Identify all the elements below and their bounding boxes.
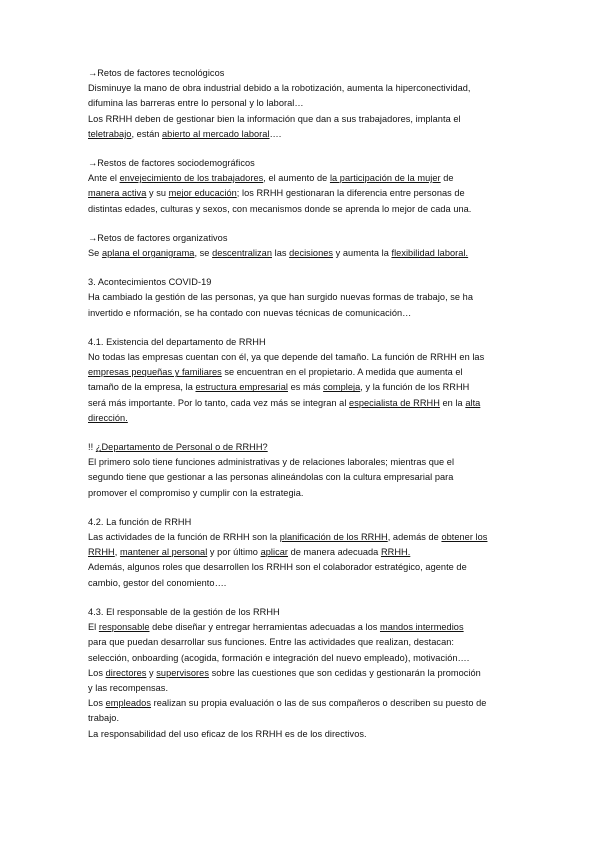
body-text-line <box>88 380 518 395</box>
body-text-line <box>88 365 518 380</box>
text-run: Las actividades de la función de RRHH son la <box>88 532 280 543</box>
body-text-line <box>88 350 518 365</box>
underlined-text: planificación de los RRHH <box>279 532 388 543</box>
underlined-text: aplana el organigrama <box>101 248 195 259</box>
underlined-text: directores <box>105 667 147 678</box>
text-run: Ha cambiado la gestión de las personas, ya que han surgido nuevas formas de trabajo, se ha <box>88 292 473 303</box>
underlined-text: manera activa <box>88 188 147 199</box>
text-run: Disminuye la mano de obra industrial debido a la robotización, aumenta la hiperconectividad, <box>88 83 471 94</box>
paragraph-gap <box>88 217 518 231</box>
body-text-line <box>88 171 518 186</box>
underlined-text: alta <box>465 397 481 408</box>
body-text-line <box>88 651 518 666</box>
body-text-line <box>88 727 518 742</box>
text-run: es más <box>287 382 324 393</box>
text-run: , además de <box>387 532 442 543</box>
section-0 <box>88 66 518 142</box>
paragraph-gap <box>88 426 518 440</box>
body-text-line <box>88 545 518 560</box>
underlined-text: mandos intermedios <box>379 622 464 633</box>
body-text-line <box>88 620 518 635</box>
body-text-line <box>88 306 518 321</box>
body-text-line <box>88 81 518 96</box>
section-heading-line <box>88 605 518 620</box>
body-text-line <box>88 411 518 426</box>
text-run: y aumenta la <box>333 248 392 259</box>
text-run: !! <box>88 442 96 453</box>
text-run: →Restos de factores sociodemográficos <box>88 158 255 169</box>
text-run: →Retos de factores tecnológicos <box>88 68 225 78</box>
paragraph-gap <box>88 142 518 156</box>
text-run: 4.3. El responsable de la gestión de los RRHH <box>88 606 280 617</box>
underlined-text: RRHH. <box>380 547 411 558</box>
text-run: cambio, gestor del conomiento…. <box>88 577 227 588</box>
body-text-line <box>88 112 518 127</box>
text-run: y por último <box>207 547 261 558</box>
text-run: …. <box>269 128 282 139</box>
body-text-line <box>88 576 518 591</box>
underlined-text: flexibilidad laboral. <box>391 248 469 259</box>
underlined-text: empresas pequeñas y familiares <box>88 367 222 378</box>
section-heading-line <box>88 156 518 171</box>
text-run: promover el compromiso y cumplir con la estrategia. <box>88 487 304 498</box>
section-3 <box>88 275 518 321</box>
text-run: se encuentran en el propietario. A medida que aumenta el <box>221 367 463 378</box>
underlined-text: teletrabajo <box>88 128 132 139</box>
text-run: invertido e nformación, se ha contado con nuevas técnicas de comunicación… <box>88 307 412 318</box>
text-run: tamaño de la empresa, la <box>88 382 196 393</box>
body-text-line <box>88 96 518 111</box>
underlined-text: envejecimiento de los trabajadores <box>119 173 264 184</box>
paragraph-gap <box>88 261 518 275</box>
text-run: , se <box>194 248 213 259</box>
text-run: La responsabilidad del uso eficaz de los RRHH es de los directivos. <box>88 728 367 739</box>
body-text-line <box>88 635 518 650</box>
text-run: , y la función de los RRHH <box>360 382 470 393</box>
text-run: Además, algunos roles que desarrollen los RRHH son el colaborador estratégico, agente de <box>88 562 467 573</box>
text-run: difumina las barreras entre lo personal y lo laboral… <box>88 98 304 109</box>
text-run: , el aumento de <box>263 173 330 184</box>
underlined-text: abierto al mercado laboral <box>162 128 270 139</box>
underlined-text: estructura empresarial <box>195 382 288 393</box>
text-run: , <box>114 547 120 558</box>
body-text-line <box>88 666 518 681</box>
section-4 <box>88 335 518 426</box>
text-run: y <box>146 667 157 678</box>
paragraph-gap <box>88 501 518 515</box>
underlined-text: la participación de la mujer <box>329 173 441 184</box>
body-text-line <box>88 455 518 470</box>
text-run: trabajo. <box>88 713 120 724</box>
text-run: selección, onboarding (acogida, formación e integración del nuevo empleado), motivación…. <box>88 652 470 663</box>
paragraph-gap <box>88 591 518 605</box>
body-text-line <box>88 202 518 217</box>
underlined-text: aplicar <box>260 547 288 558</box>
underlined-text: compleja <box>323 382 361 393</box>
text-run: 4.2. La función de RRHH <box>88 516 192 527</box>
text-run: El primero solo tiene funciones administrativas y de relaciones laborales; mientras que el <box>88 457 455 468</box>
text-run: 4.1. Existencia del departamento de RRHH <box>88 336 266 347</box>
text-run: segundo tiene que gestionar a las personas alineándolas con la cultura empresarial para <box>88 472 454 483</box>
underlined-text: obtener los <box>441 532 488 543</box>
body-text-line <box>88 486 518 501</box>
underlined-text: RRHH <box>88 547 115 558</box>
text-run: realizan su propia evaluación o las de sus compañeros o describen su puesto de <box>150 698 487 709</box>
text-run: Los RRHH deben de gestionar bien la información que dan a sus trabajadores, implanta el <box>88 113 461 124</box>
text-run: 3. Acontecimientos COVID-19 <box>88 277 212 288</box>
text-run: de manera adecuada <box>288 547 381 558</box>
underlined-text: responsable <box>98 622 150 633</box>
text-run: sobre las cuestiones que son cedidas y gestionarán la promoción <box>208 667 481 678</box>
body-text-line <box>88 560 518 575</box>
text-run: distintas edades, culturas y sexos, con mecanismos donde se aprenda lo mejor de cada una. <box>88 203 472 214</box>
section-heading-line <box>88 335 518 350</box>
underlined-text: mejor educación <box>168 188 237 199</box>
text-run: en la <box>439 397 466 408</box>
text-run: de <box>440 173 454 184</box>
body-text-line <box>88 470 518 485</box>
text-run: →Retos de factores organizativos <box>88 232 228 243</box>
underlined-text: empleados <box>105 698 151 709</box>
body-text-line <box>88 696 518 711</box>
body-text-line <box>88 186 518 201</box>
section-2 <box>88 231 518 261</box>
text-run: debe diseñar y entregar herramientas adecuadas a los <box>149 622 380 633</box>
text-run: y las recompensas. <box>88 682 169 693</box>
body-text-line <box>88 290 518 305</box>
section-5 <box>88 440 518 501</box>
paragraph-gap <box>88 321 518 335</box>
underlined-text: ¿Departamento de Personal o de RRHH? <box>95 442 268 453</box>
text-run: será más importante. Por lo tanto, cada vez más se integran al <box>88 397 350 408</box>
body-text-line <box>88 396 518 411</box>
text-run: para que puedan desarrollar sus funciones. Entre las actividades que realizan, destacan: <box>88 637 454 648</box>
underlined-text: supervisores <box>156 667 209 678</box>
text-run: , están <box>131 128 163 139</box>
text-run: El <box>88 622 99 633</box>
underlined-text: dirección. <box>88 412 128 423</box>
text-run: Se <box>88 248 102 259</box>
text-run: ; los RRHH gestionaran la diferencia entre personas de <box>236 188 465 199</box>
body-text-line <box>88 530 518 545</box>
text-run: las <box>272 248 290 259</box>
section-7 <box>88 605 518 742</box>
text-run: y su <box>146 188 169 199</box>
body-text-line <box>88 127 518 142</box>
underlined-text: descentralizan <box>212 248 273 259</box>
section-heading-line <box>88 440 518 455</box>
section-heading-line <box>88 66 518 81</box>
document-page <box>88 66 518 742</box>
underlined-text: mantener al personal <box>119 547 208 558</box>
body-text-line <box>88 246 518 261</box>
text-run: Los <box>88 698 106 709</box>
section-6 <box>88 515 518 591</box>
underlined-text: decisiones <box>289 248 334 259</box>
section-heading-line <box>88 231 518 246</box>
text-run: No todas las empresas cuentan con él, ya que depende del tamaño. La función de RRHH en las <box>88 352 485 363</box>
section-heading-line <box>88 275 518 290</box>
text-run: Ante el <box>88 173 120 184</box>
text-run: Los <box>88 667 106 678</box>
body-text-line <box>88 681 518 696</box>
body-text-line <box>88 711 518 726</box>
underlined-text: especialista de RRHH <box>349 397 440 408</box>
section-heading-line <box>88 515 518 530</box>
section-1 <box>88 156 518 217</box>
